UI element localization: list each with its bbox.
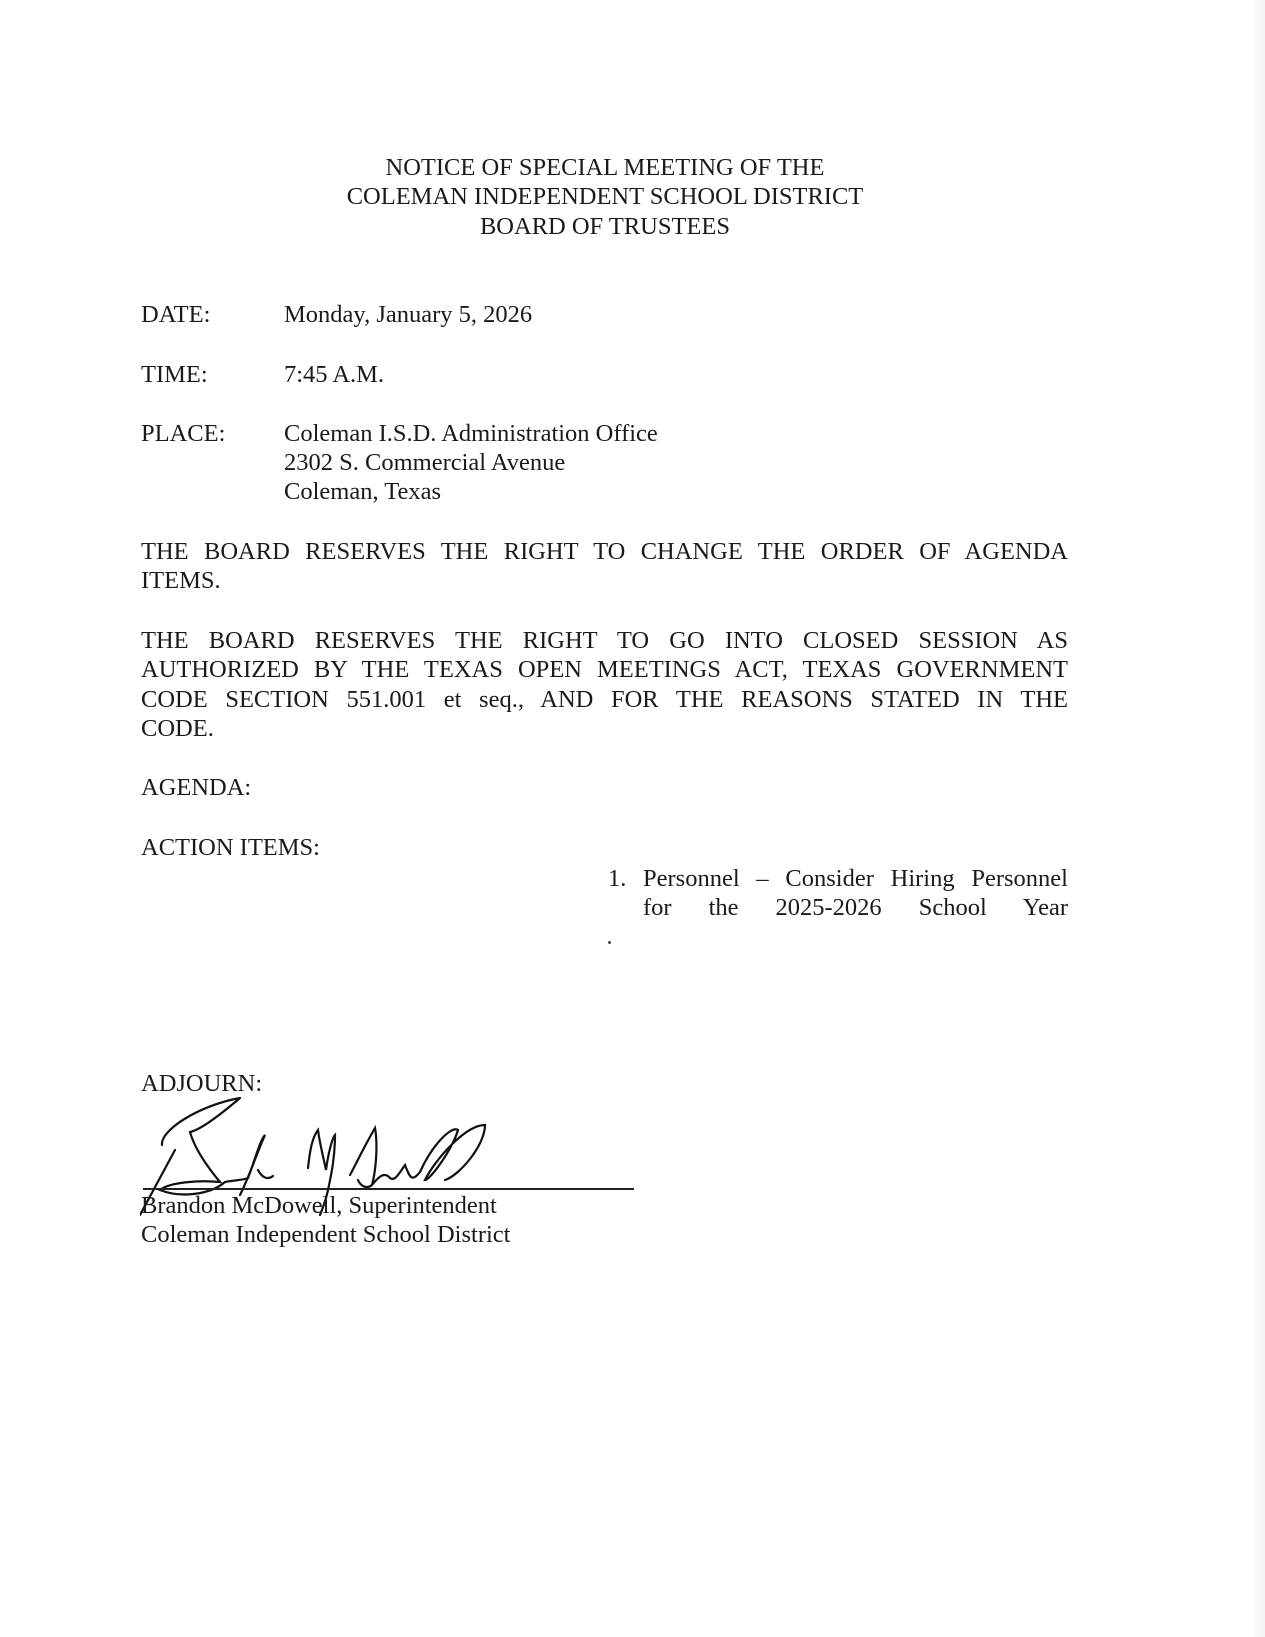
notice-title-line-1: NOTICE OF SPECIAL MEETING OF THE — [385, 154, 825, 181]
notice-title-line-3: BOARD OF TRUSTEES — [479, 213, 731, 240]
date-label: DATE: — [141, 301, 211, 328]
signer-name-title: Brandon McDowell, Superintendent — [141, 1192, 497, 1219]
closed-session-line-3: CODE SECTION 551.001 et seq., AND FOR THE REASONS STATED IN THE — [141, 686, 1068, 713]
order-notice-line-1: THE BOARD RESERVES THE RIGHT TO CHANGE THE ORDER OF AGENDA — [141, 538, 1068, 565]
place-line-1: Coleman I.S.D. Administration Office — [284, 420, 658, 447]
adjourn-heading: ADJOURN: — [141, 1070, 263, 1097]
signer-organization: Coleman Independent School District — [141, 1221, 511, 1248]
signature-line — [143, 1188, 634, 1190]
agenda-item-line-2: for the 2025-2026 School Year — [643, 894, 1068, 921]
agenda-heading: AGENDA: — [141, 774, 252, 801]
closed-session-line-4: CODE. — [141, 715, 214, 742]
closed-session-line-1: THE BOARD RESERVES THE RIGHT TO GO INTO CLOSED SESSION AS — [141, 627, 1068, 654]
time-value: 7:45 A.M. — [284, 361, 385, 388]
order-notice-line-2: ITEMS. — [141, 567, 221, 594]
time-label: TIME: — [141, 361, 208, 388]
agenda-item-number: 1. — [608, 865, 627, 892]
place-label: PLACE: — [141, 420, 226, 447]
closed-session-line-2: AUTHORIZED BY THE TEXAS OPEN MEETINGS ACT, TEXAS GOVERNMENT — [141, 656, 1068, 683]
stray-dot — [608, 941, 611, 944]
place-line-3: Coleman, Texas — [284, 478, 442, 505]
agenda-item-line-1: Personnel – Consider Hiring Personnel — [643, 865, 1068, 892]
place-line-2: 2302 S. Commercial Avenue — [284, 449, 566, 476]
action-items-heading: ACTION ITEMS: — [141, 834, 320, 861]
scan-edge-shadow — [1251, 0, 1265, 1637]
notice-title-line-2: COLEMAN INDEPENDENT SCHOOL DISTRICT — [346, 183, 864, 210]
date-value: Monday, January 5, 2026 — [284, 301, 533, 328]
